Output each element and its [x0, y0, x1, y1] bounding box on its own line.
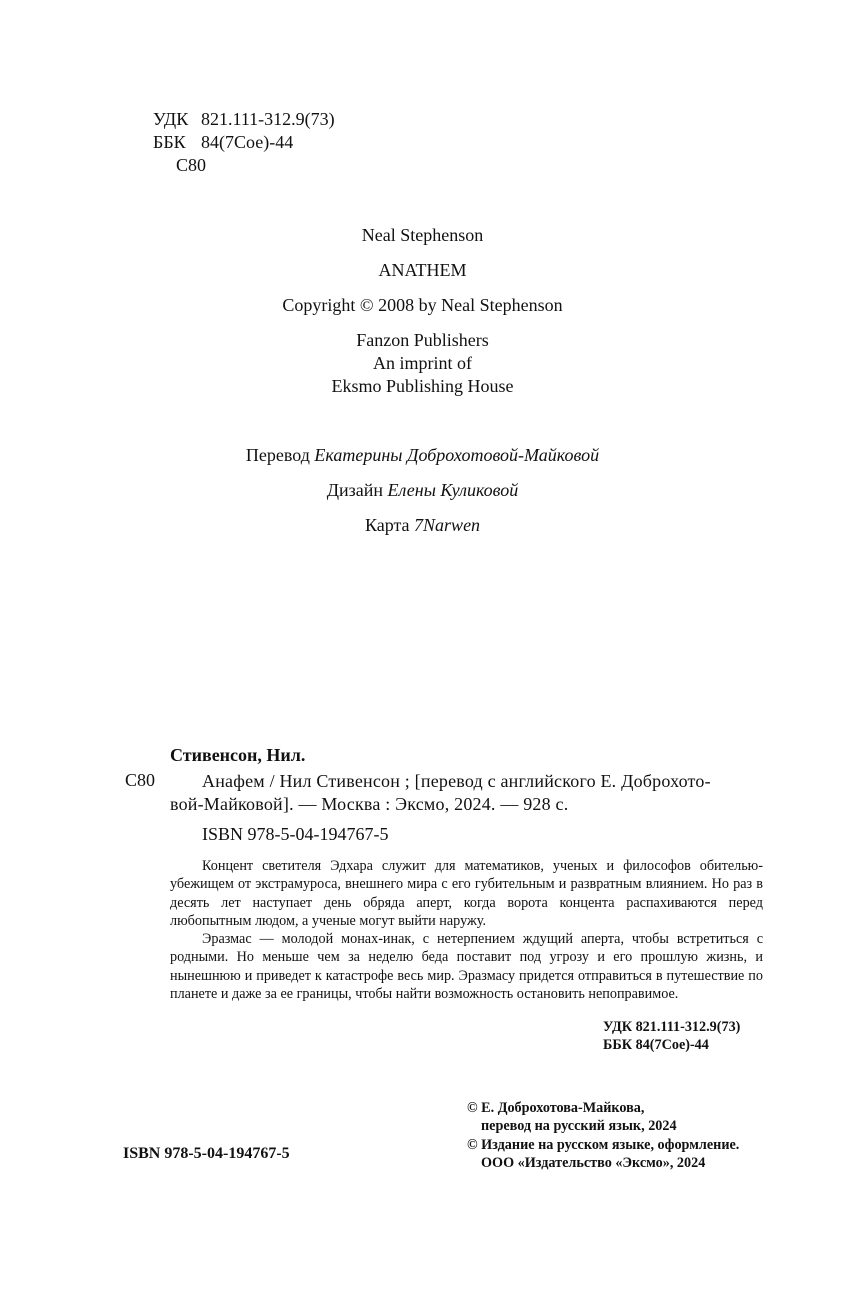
- bib-line: вой-Майковой]. — Москва : Эксмо, 2024. — 928 с.: [170, 794, 569, 814]
- copyright-block: [467, 1099, 739, 1172]
- isbn-bottom: ISBN 978-5-04-194767-5: [123, 1145, 290, 1162]
- publisher-line: Fanzon Publishers: [356, 330, 489, 350]
- udk-label: УДК: [153, 109, 189, 129]
- author-mark: С80: [176, 155, 207, 175]
- classification-bottom: [603, 1018, 740, 1054]
- bib-code: С80: [125, 770, 156, 790]
- original-title: ANATHEM: [378, 260, 467, 280]
- translator-name: Екатерины Доброхотовой-Майковой: [314, 445, 600, 465]
- bib-isbn: ISBN 978-5-04-194767-5: [202, 824, 389, 844]
- map-author: 7Narwen: [414, 515, 481, 535]
- bib-description: [170, 770, 767, 816]
- classification-header: [153, 108, 335, 177]
- publisher-block: [0, 329, 845, 398]
- bib-line: Анафем / Нил Стивенсон ; [перевод с английского Е. Доброхото-: [202, 771, 711, 791]
- bbk-value: 84(7Сое)-44: [201, 132, 294, 152]
- publisher-line: Eksmo Publishing House: [331, 376, 514, 396]
- bbk-line: [153, 131, 335, 154]
- udk-bottom: УДК 821.111-312.9(73): [603, 1019, 741, 1035]
- copyright-line: © Издание на русском языке, оформление.: [467, 1136, 740, 1153]
- bbk-bottom: ББК 84(7Сое)-44: [603, 1037, 709, 1053]
- translation-label: Перевод: [245, 445, 310, 465]
- map-credit: [0, 515, 845, 536]
- design-credit: [0, 480, 845, 501]
- publisher-line: An imprint of: [373, 353, 472, 373]
- annotation-paragraph: Эразмас — молодой монах-инак, с нетерпением ждущий аперта, чтобы встретиться с родными. Но меньше чем за неделю беда поставит под угрозу и его прошлую жизнь, и нынешнюю и приведет к катастрофе весь мир. Эразмасу придется отправиться в путешествие по планете и даже за ее границы, чтобы найти возможность остановить непоправимое.: [170, 931, 763, 1003]
- annotation: [170, 857, 763, 1003]
- annotation-paragraph: Концент светителя Эдхара служит для математиков, ученых и философов обителью-убежищем от экстрамуроса, внешнего мира с его губительным и развратным влиянием. Но раз в десять лет наступает день обряда аперт, когда ворота концента распахиваются перед любопытным людом, а ученые могут выйти наружу.: [170, 858, 763, 929]
- designer-name: Елены Куликовой: [387, 480, 519, 500]
- udk-line: [153, 108, 335, 131]
- bib-author-heading: Стивенсон, Нил.: [170, 745, 306, 765]
- copyright-line: перевод на русский язык, 2024: [481, 1118, 677, 1135]
- map-label: Карта: [364, 515, 410, 535]
- original-copyright: Copyright © 2008 by Neal Stephenson: [282, 295, 563, 315]
- copyright-line: ООО «Издательство «Эксмо», 2024: [481, 1154, 706, 1171]
- udk-value: 821.111-312.9(73): [201, 109, 335, 129]
- bbk-label: ББК: [153, 132, 186, 152]
- original-author: Neal Stephenson: [361, 225, 484, 245]
- design-label: Дизайн: [326, 480, 384, 500]
- translation-credit: [0, 445, 845, 466]
- copyright-line: © Е. Доброхотова-Майкова,: [467, 1100, 645, 1116]
